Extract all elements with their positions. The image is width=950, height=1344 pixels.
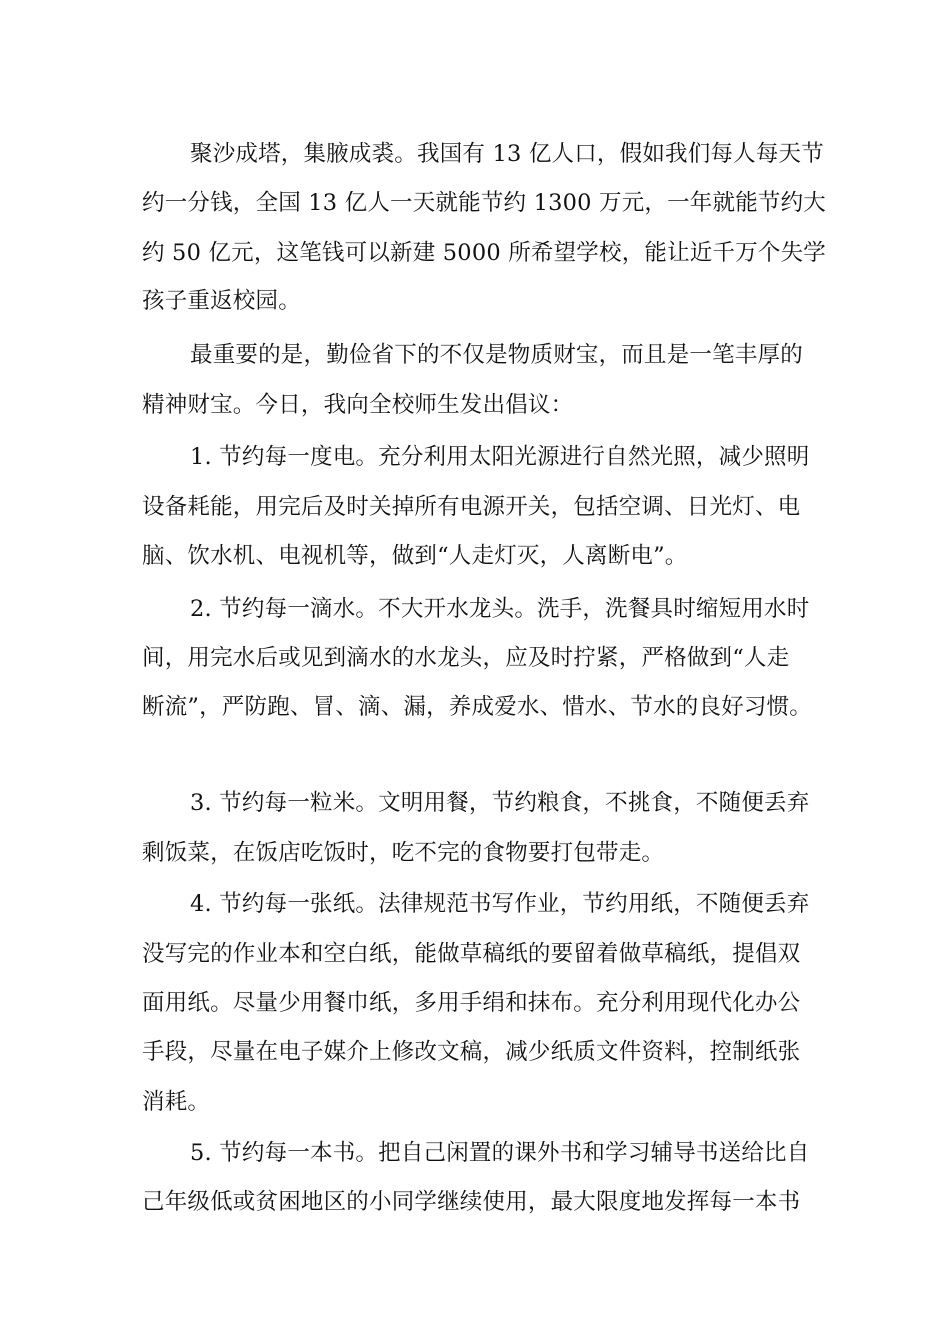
text-line: 设备耗能，用完后及时关掉所有电源开关，包括空调、日光灯、电: [142, 494, 801, 520]
text-line: 没写完的作业本和空白纸，能做草稿纸的要留着做草稿纸，提倡双: [142, 941, 801, 967]
text-line: 2. 节约每一滴水。不大开水龙头。洗手，洗餐具时缩短用水时: [190, 596, 810, 622]
text-line: 孩子重返校园。: [142, 288, 301, 314]
text-line: 5. 节约每一本书。把自己闲置的课外书和学习辅导书送给比自: [190, 1140, 810, 1166]
text-line: 4. 节约每一张纸。法律规范书写作业，节约用纸，不随便丢弃: [190, 891, 810, 917]
text-line: 脑、饮水机、电视机等，做到“人走灯灭，人离断电”。: [142, 543, 688, 569]
text-line: 己年级低或贫困地区的小同学继续使用，最大限度地发挥每一本书: [142, 1189, 801, 1215]
text-line: 1. 节约每一度电。充分利用太阳光源进行自然光照，减少照明: [190, 444, 810, 470]
text-line: 聚沙成塔，集腋成裘。我国有 13 亿人口，假如我们每人每天节: [190, 141, 824, 167]
text-line: 约 50 亿元，这笔钱可以新建 5000 所希望学校，能让近千万个失学: [142, 240, 827, 266]
text-line: 3. 节约每一粒米。文明用餐，节约粮食，不挑食，不随便丢弃: [190, 790, 810, 816]
text-line: 约一分钱，全国 13 亿人一天就能节约 1300 万元，一年就能节约大: [142, 190, 827, 216]
text-line: 最重要的是，勤俭省下的不仅是物质财宝，而且是一笔丰厚的: [190, 342, 803, 368]
text-line: 手段，尽量在电子媒介上修改文稿，减少纸质文件资料，控制纸张: [142, 1039, 801, 1065]
text-line: 间，用完水后或见到滴水的水龙头，应及时拧紧，严格做到“人走: [142, 645, 790, 671]
text-line: 剩饭菜，在饭店吃饭时，吃不完的食物要打包带走。: [142, 840, 665, 866]
text-line: 消耗。: [142, 1089, 211, 1115]
text-line: 面用纸。尽量少用餐巾纸，多用手绢和抹布。充分利用现代化办公: [142, 990, 801, 1016]
text-line: 精神财宝。今日，我向全校师生发出倡议：: [142, 392, 574, 418]
text-line: 断流”，严防跑、冒、滴、漏，养成爱水、惜水、节水的良好习惯。: [142, 694, 813, 720]
